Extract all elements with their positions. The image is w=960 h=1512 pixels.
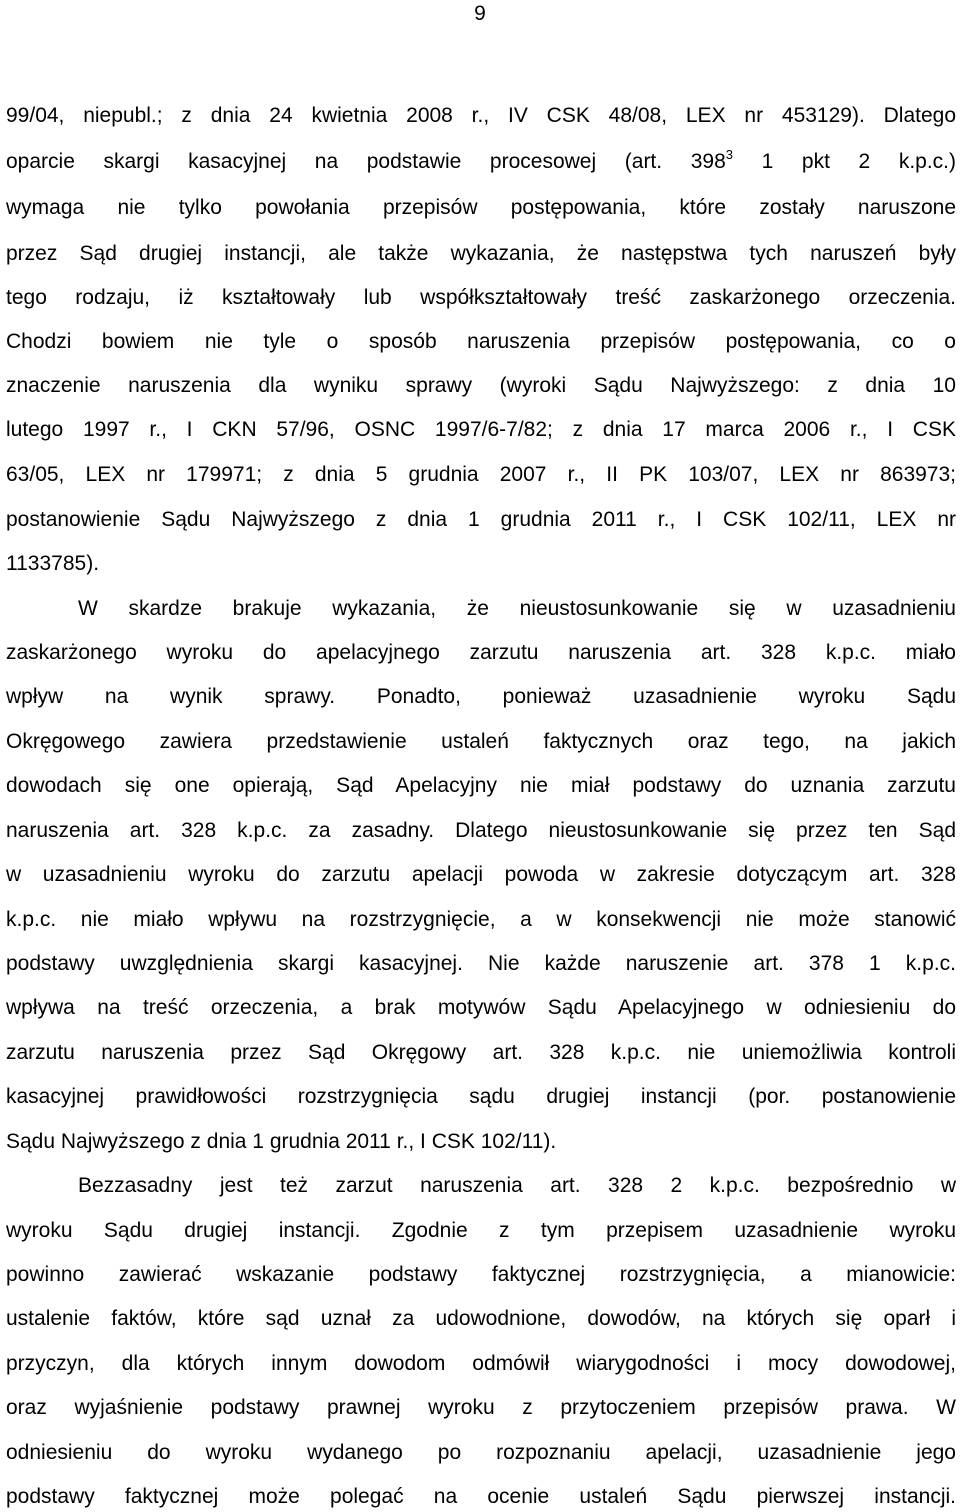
text-line: 1133785). (6, 552, 100, 575)
text-line: dowodach się one opierają, Sąd Apelacyjny nie miał podstawy do uznania zarzutu (6, 774, 956, 797)
text-line: 99/04, niepubl.; z dnia 24 kwietnia 2008 r., IV CSK 48/08, LEX nr 453129). Dlatego (6, 104, 956, 127)
text-line: zarzutu naruszenia przez Sąd Okręgowy art. 328 k.p.c. nie uniemożliwia kontroli (6, 1041, 956, 1064)
text-line: wpływ na wynik sprawy. Ponadto, ponieważ uzasadnienie wyroku Sądu (6, 685, 956, 708)
text-line: ustalenie faktów, które sąd uznał za udowodnione, dowodów, na których się oparł i (6, 1307, 956, 1330)
text-line: Okręgowego zawiera przedstawienie ustaleń faktycznych oraz tego, na jakich (6, 730, 956, 753)
text-line: Chodzi bowiem nie tyle o sposób naruszenia przepisów postępowania, co o (6, 330, 956, 353)
text-line: odniesieniu do wyroku wydanego po rozpoznaniu apelacji, uzasadnienie jego (6, 1441, 956, 1464)
text-line: wyroku Sądu drugiej instancji. Zgodnie z tym przepisem uzasadnienie wyroku (6, 1219, 956, 1242)
text-line: zaskarżonego wyroku do apelacyjnego zarzutu naruszenia art. 328 k.p.c. miało (6, 641, 956, 664)
text-line: 63/05, LEX nr 179971; z dnia 5 grudnia 2007 r., II PK 103/07, LEX nr 863973; (6, 463, 956, 486)
text-line: przez Sąd drugiej instancji, ale także wykazania, że następstwa tych naruszeń były (6, 242, 956, 265)
text-line: tego rodzaju, iż kształtowały lub współkształtowały treść zaskarżonego orzeczenia. (6, 286, 956, 309)
text-line: podstawy uwzględnienia skargi kasacyjnej. Nie każde naruszenie art. 378 1 k.p.c. (6, 952, 956, 975)
text-line: Bezzasadny jest też zarzut naruszenia art. 328 2 k.p.c. bezpośrednio w (78, 1174, 956, 1197)
superscript: 3 (725, 147, 733, 162)
text-line: przyczyn, dla których innym dowodom odmówił wiarygodności i mocy dowodowej, (6, 1352, 956, 1375)
text-line: w uzasadnieniu wyroku do zarzutu apelacji powoda w zakresie dotyczącym art. 328 (6, 863, 956, 886)
text-line: powinno zawierać wskazanie podstawy faktycznej rozstrzygnięcia, a mianowicie: (6, 1263, 956, 1286)
text-line: W skardze brakuje wykazania, że nieustosunkowanie się w uzasadnieniu (78, 597, 956, 620)
text-line: wymaga nie tylko powołania przepisów postępowania, które zostały naruszone (6, 196, 956, 219)
text-line: wpływa na treść orzeczenia, a brak motywów Sądu Apelacyjnego w odniesieniu do (6, 996, 956, 1019)
text-line: Sądu Najwyższego z dnia 1 grudnia 2011 r., I CSK 102/11). (6, 1130, 557, 1153)
text-line: znaczenie naruszenia dla wyniku sprawy (wyroki Sądu Najwyższego: z dnia 10 (6, 374, 956, 397)
text-line: oraz wyjaśnienie podstawy prawnej wyroku z przytoczeniem przepisów prawa. W (6, 1396, 956, 1419)
text-line: naruszenia art. 328 k.p.c. za zasadny. Dlatego nieustosunkowanie się przez ten Sąd (6, 819, 956, 842)
text-line: postanowienie Sądu Najwyższego z dnia 1 grudnia 2011 r., I CSK 102/11, LEX nr (6, 508, 956, 531)
text-line: podstawy faktycznej może polegać na ocenie ustaleń Sądu pierwszej instancji. (6, 1485, 956, 1508)
text-segment: oparcie skargi kasacyjnej na podstawie procesowej (art. 398 (6, 150, 726, 173)
text-segment: 1 pkt 2 k.p.c.) (733, 150, 957, 173)
text-line: k.p.c. nie miało wpływu na rozstrzygnięcie, a w konsekwencji nie może stanowić (6, 908, 956, 931)
text-line: kasacyjnej prawidłowości rozstrzygnięcia sądu drugiej instancji (por. postanowienie (6, 1085, 956, 1108)
page-number: 9 (474, 2, 486, 25)
text-line: lutego 1997 r., I CKN 57/96, OSNC 1997/6-7/82; z dnia 17 marca 2006 r., I CSK (6, 418, 956, 441)
text-line (6, 147, 956, 177)
